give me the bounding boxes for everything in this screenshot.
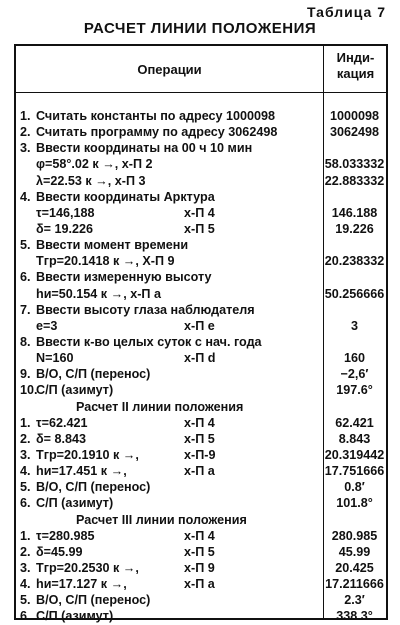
table-row — [16, 302, 386, 318]
operation-text: δ=45.99 — [36, 544, 83, 559]
step-number: 1. — [20, 528, 31, 543]
indication-value: 17.751666 — [324, 464, 385, 479]
step-number: 4. — [20, 189, 31, 204]
table-row — [16, 576, 386, 592]
step-number: 1. — [20, 109, 31, 123]
step-number: 4. — [20, 577, 31, 592]
header-indication-line2: кация — [336, 66, 375, 81]
indication-value: 45.99 — [338, 544, 371, 559]
indication-value: 50.256666 — [324, 286, 385, 301]
operation-text: Tгр=20.1418 к →, X-П 9 — [36, 254, 175, 269]
indication-value: 8.843 — [338, 431, 371, 446]
section-heading: Расчет II линии положения — [76, 399, 244, 414]
table-frame — [14, 44, 388, 624]
table-row — [16, 189, 386, 205]
indication-value: 22.883332 — [324, 173, 385, 188]
table-row — [16, 205, 386, 221]
register-command: x-П-9 — [184, 447, 216, 462]
indication-value: 58.033332 — [324, 157, 385, 172]
operation-text: φ=58°.02 к →, x-П 2 — [36, 157, 153, 172]
table-row — [16, 463, 386, 479]
indication-value: 280.985 — [331, 528, 378, 543]
table-row — [16, 124, 386, 140]
step-number: 9. — [20, 367, 31, 382]
operation-text: δ= 19.226 — [36, 221, 94, 236]
header-indication — [325, 50, 386, 82]
table-row — [16, 431, 386, 447]
step-number: 2. — [20, 544, 31, 559]
table-row — [16, 544, 386, 560]
table-row — [16, 140, 386, 156]
indication-value: 197.6° — [336, 383, 373, 398]
table-row — [16, 108, 386, 124]
operation-text: τ=146,188 — [36, 205, 95, 220]
step-number: 2. — [20, 431, 31, 446]
register-command: x-П 5 — [184, 544, 215, 559]
step-number: 3. — [20, 560, 31, 575]
operation-text: hи=17.127 к →, — [36, 577, 127, 592]
table-row — [16, 269, 386, 285]
operation-text: λ=22.53 к →, x-П 3 — [36, 173, 146, 188]
indication-value: 1000098 — [329, 109, 380, 123]
register-command: x-П 4 — [184, 528, 215, 543]
operation-text: τ=62.421 — [36, 415, 88, 430]
register-command: x-П 4 — [184, 415, 215, 430]
register-command: x-П 4 — [184, 205, 215, 220]
step-number: 4. — [20, 464, 31, 479]
operation-text: hи=17.451 к →, — [36, 464, 127, 479]
operation-text: hи=50.154 к →, x-П a — [36, 286, 161, 301]
step-number: 6. — [20, 496, 31, 511]
step-number: 5. — [20, 593, 31, 608]
register-command: x-П a — [184, 464, 215, 479]
operation-text: В/О, С/П (перенос) — [36, 593, 151, 608]
table-row — [16, 318, 386, 334]
operation-text: Ввести высоту глаза наблюдателя — [36, 302, 255, 317]
operation-text: Считать программу по адресу 3062498 — [36, 125, 278, 140]
register-command: x-П e — [184, 318, 215, 333]
operation-text: Ввести координаты Арктура — [36, 189, 215, 204]
operation-text: δ= 8.843 — [36, 431, 87, 446]
table-row — [16, 237, 386, 253]
table-row — [16, 286, 386, 302]
table-row — [16, 560, 386, 576]
operation-text: С/П (азимут) — [36, 383, 114, 398]
indication-value: 20.319442 — [324, 447, 385, 462]
indication-value: 20.425 — [335, 560, 374, 575]
table-row — [16, 592, 386, 608]
indication-value: 101.8° — [336, 496, 373, 511]
register-command: x-П a — [184, 577, 215, 592]
operation-text: Считать константы по адресу 1000098 — [36, 109, 276, 123]
register-command: x-П 5 — [184, 221, 215, 236]
operation-text: Ввести момент времени — [36, 238, 189, 253]
table-row — [16, 479, 386, 495]
register-command: x-П 9 — [184, 560, 215, 575]
header-divider — [16, 92, 386, 93]
operation-text: В/О, С/П (перенос) — [36, 480, 151, 495]
header-indication-line1: Инди- — [336, 50, 375, 65]
operation-text: e=3 — [36, 318, 58, 333]
table-row — [16, 334, 386, 350]
operation-text: Ввести координаты на 00 ч 10 мин — [36, 141, 253, 156]
indication-value: 338.3° — [336, 609, 373, 624]
table-row — [16, 221, 386, 237]
operation-text: N=160 — [36, 351, 74, 366]
step-number: 2. — [20, 125, 31, 140]
table-row — [16, 382, 386, 398]
indication-value: 20.238332 — [324, 254, 385, 269]
step-number: 6. — [20, 270, 31, 285]
step-number: 3. — [20, 447, 31, 462]
indication-value: 17.211666 — [325, 577, 384, 592]
step-number: 5. — [20, 480, 31, 495]
step-number: 6. — [20, 609, 31, 624]
table-row — [16, 415, 386, 431]
operation-text: Tгр=20.2530 к →, — [36, 560, 139, 575]
table-body — [16, 108, 386, 625]
table-row — [16, 366, 386, 382]
section-heading-row — [16, 399, 386, 415]
operation-text: Tгр=20.1910 к →, — [36, 447, 139, 462]
page-title: РАСЧЕТ ЛИНИИ ПОЛОЖЕНИЯ — [83, 20, 317, 37]
table-row — [16, 447, 386, 463]
register-command: x-П d — [184, 351, 216, 366]
table-row — [16, 156, 386, 172]
indication-value: 19.226 — [335, 221, 374, 236]
table-row — [16, 528, 386, 544]
operation-text: С/П (азимут) — [36, 496, 114, 511]
indication-value: 3062498 — [329, 125, 380, 140]
section-heading-row — [16, 512, 386, 528]
step-number: 1. — [20, 415, 31, 430]
register-command: x-П 5 — [184, 431, 215, 446]
indication-value: 160 — [343, 351, 365, 366]
table-row — [16, 350, 386, 366]
indication-value: 0.8′ — [344, 480, 365, 495]
operation-text: Ввести измеренную высоту — [36, 270, 212, 285]
table-row — [16, 253, 386, 269]
step-number: 5. — [20, 238, 31, 253]
indication-value: 3 — [350, 318, 358, 333]
table-row — [16, 495, 386, 511]
step-number: 10. — [20, 383, 38, 398]
table-row — [16, 608, 386, 624]
indication-value: 62.421 — [335, 415, 374, 430]
table-row — [16, 173, 386, 189]
operation-text: С/П (азимут) — [36, 609, 114, 624]
table-number: Таблица 7 — [306, 4, 386, 20]
operation-text: Ввести к-во целых суток с нач. года — [36, 334, 262, 349]
step-number: 3. — [20, 141, 31, 156]
indication-value: 146.188 — [331, 205, 378, 220]
operation-text: В/О, С/П (перенос) — [36, 367, 151, 382]
section-heading: Расчет III линии положения — [76, 512, 247, 527]
header-operations: Операции — [137, 61, 202, 77]
operation-text: τ=280.985 — [36, 528, 95, 543]
step-number: 7. — [20, 302, 31, 317]
step-number: 8. — [20, 334, 31, 349]
indication-value: 2.3′ — [344, 593, 365, 608]
indication-value: −2,6′ — [340, 367, 369, 382]
